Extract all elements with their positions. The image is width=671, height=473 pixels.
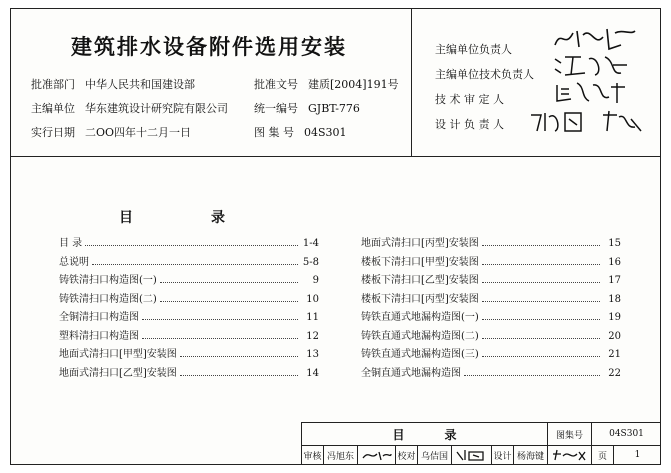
toc-heading-left: 目 bbox=[119, 210, 133, 226]
atlas-no-cell-value: 04S301 bbox=[609, 429, 644, 439]
impl-date bbox=[31, 124, 191, 140]
atlas-no bbox=[254, 124, 347, 140]
title-block bbox=[301, 422, 661, 465]
toc-entry[interactable] bbox=[59, 290, 319, 309]
title-block-title-left: 目 bbox=[392, 427, 405, 442]
responsible-chief-tech: 主编单位技术负责人 bbox=[435, 68, 534, 81]
leader-dots bbox=[180, 348, 298, 357]
leader-dots bbox=[160, 274, 298, 283]
toc-entry-page: 17 bbox=[608, 275, 621, 286]
title-block-title-right: 录 bbox=[444, 427, 457, 442]
toc-entry[interactable] bbox=[59, 327, 319, 346]
impl-date-label: 实行日期 bbox=[31, 126, 75, 139]
title-block-bottom-row bbox=[302, 445, 661, 465]
toc-entry-name: 楼板下清扫口[甲型]安装图 bbox=[361, 256, 479, 268]
toc-entry-page: 9 bbox=[312, 275, 319, 286]
leader-dots bbox=[142, 330, 298, 339]
responsible-tech-review: 技 术 审 定 人 bbox=[435, 93, 504, 106]
leader-dots bbox=[482, 256, 600, 265]
drawing-sheet bbox=[10, 8, 661, 465]
toc-entry-name: 铸铁直通式地漏构造图(二) bbox=[361, 330, 479, 342]
checker-name: 乌佶国 bbox=[418, 445, 452, 465]
responsible-chief-editor: 主编单位负责人 bbox=[435, 43, 512, 56]
designer-name: 杨海键 bbox=[514, 445, 548, 465]
toc-entry[interactable] bbox=[361, 234, 621, 253]
toc-entry-name: 地面式清扫口[乙型]安装图 bbox=[59, 367, 177, 379]
leader-dots bbox=[92, 256, 298, 265]
toc-entry-page: 1-4 bbox=[302, 238, 319, 249]
leader-dots bbox=[482, 293, 600, 302]
checker-signature bbox=[452, 445, 492, 465]
editor-unit-label: 主编单位 bbox=[31, 102, 75, 115]
leader-dots bbox=[482, 237, 600, 246]
document-title: 建筑排水设备附件选用安装 bbox=[71, 34, 347, 59]
toc-entry-page: 19 bbox=[608, 312, 621, 323]
toc-entry[interactable] bbox=[59, 345, 319, 364]
leader-dots bbox=[482, 311, 600, 320]
unified-no bbox=[254, 100, 360, 116]
toc-entry-name: 全铜清扫口构造图 bbox=[59, 312, 139, 323]
toc-entry-name: 楼板下清扫口[乙型]安装图 bbox=[361, 275, 479, 286]
leader-dots bbox=[85, 237, 298, 246]
toc-entry[interactable] bbox=[361, 327, 621, 346]
leader-dots bbox=[142, 311, 298, 320]
approval-dept-label: 批准部门 bbox=[31, 78, 75, 91]
design-label: 设计 bbox=[492, 445, 514, 465]
toc-entry-name: 地面式清扫口[甲型]安装图 bbox=[59, 349, 177, 360]
atlas-no-label: 图 集 号 bbox=[254, 126, 294, 139]
toc-entry[interactable] bbox=[59, 364, 319, 383]
page-number: 1 bbox=[634, 450, 641, 460]
reviewer-signature bbox=[358, 445, 396, 465]
approval-doc bbox=[254, 76, 399, 92]
responsible-design-lead: 设 计 负 责 人 bbox=[435, 118, 504, 131]
toc-entry[interactable] bbox=[361, 290, 621, 309]
check-label: 校对 bbox=[396, 445, 418, 465]
unified-no-label: 统一编号 bbox=[254, 102, 298, 115]
toc-entry-page: 10 bbox=[306, 293, 319, 305]
approval-doc-label: 批准文号 bbox=[254, 78, 298, 91]
toc-entry[interactable] bbox=[361, 308, 621, 327]
leader-dots bbox=[482, 330, 600, 339]
signature-tech-review bbox=[551, 79, 631, 103]
toc-entry-name: 目 录 bbox=[59, 238, 83, 249]
toc-entry-name: 楼板下清扫口[丙型]安装图 bbox=[361, 293, 479, 305]
atlas-no-cell-label: 图集号 bbox=[548, 423, 592, 445]
toc-entry[interactable] bbox=[59, 234, 319, 253]
toc-entry-page: 15 bbox=[608, 238, 621, 249]
approval-dept-value: 中华人民共和国建设部 bbox=[85, 78, 195, 91]
toc-left-column bbox=[59, 234, 319, 382]
toc-entry-page: 14 bbox=[306, 367, 319, 379]
header-divider bbox=[411, 9, 412, 156]
toc-entry-name: 铸铁直通式地漏构造图(三) bbox=[361, 349, 479, 360]
toc-entry[interactable] bbox=[361, 345, 621, 364]
toc-entry-page: 21 bbox=[608, 349, 621, 360]
toc-entry-page: 12 bbox=[306, 330, 319, 342]
editor-unit bbox=[31, 100, 228, 116]
toc-right-column bbox=[361, 234, 621, 382]
atlas-no-value: 04S301 bbox=[304, 126, 347, 139]
reviewer-name: 冯旭东 bbox=[324, 445, 358, 465]
toc-entry[interactable] bbox=[361, 253, 621, 272]
title-block-top-row bbox=[302, 423, 661, 446]
approval-dept bbox=[31, 76, 195, 92]
signature-chief-editor bbox=[551, 23, 641, 47]
toc-entry-page: 20 bbox=[608, 330, 621, 342]
toc-entry-name: 铸铁清扫口构造图(一) bbox=[59, 275, 157, 286]
toc-entry-page: 13 bbox=[306, 349, 319, 360]
toc-entry[interactable] bbox=[59, 308, 319, 327]
toc-entry-page: 16 bbox=[608, 256, 621, 268]
title-block-title bbox=[302, 423, 548, 445]
editor-unit-value: 华东建筑设计研究院有限公司 bbox=[85, 102, 228, 115]
leader-dots bbox=[482, 348, 600, 357]
toc-entry-page: 18 bbox=[608, 293, 621, 305]
toc-heading-right: 录 bbox=[211, 210, 225, 226]
leader-dots bbox=[464, 367, 600, 376]
leader-dots bbox=[482, 274, 600, 283]
toc-entry-name: 全铜直通式地漏构造图 bbox=[361, 367, 461, 379]
impl-date-value: 二ОО四年十二月一日 bbox=[85, 126, 192, 139]
signature-design-lead bbox=[527, 109, 647, 133]
toc-entry[interactable] bbox=[361, 271, 621, 290]
review-label: 审核 bbox=[302, 445, 324, 465]
designer-signature bbox=[548, 445, 592, 465]
toc-entry-name: 总说明 bbox=[59, 256, 89, 268]
page-label: 页 bbox=[592, 445, 614, 465]
leader-dots bbox=[180, 367, 298, 376]
toc-entry-page: 22 bbox=[608, 367, 621, 379]
header-block bbox=[11, 9, 660, 157]
approval-doc-value: 建质[2004]191号 bbox=[308, 78, 399, 91]
toc-entry-page: 5-8 bbox=[302, 256, 319, 268]
toc-entry[interactable] bbox=[59, 271, 319, 290]
toc-entry-name: 地面式清扫口[丙型]安装图 bbox=[361, 238, 479, 249]
toc-entry[interactable] bbox=[361, 364, 621, 383]
toc-entry-name: 铸铁清扫口构造图(二) bbox=[59, 293, 157, 305]
toc-entry[interactable] bbox=[59, 253, 319, 272]
unified-no-value: GJBT-776 bbox=[308, 102, 360, 115]
toc-entry-name: 塑料清扫口构造图 bbox=[59, 330, 139, 342]
toc-entry-name: 铸铁直通式地漏构造图(一) bbox=[361, 312, 479, 323]
toc-entry-page: 11 bbox=[306, 312, 319, 323]
leader-dots bbox=[160, 293, 298, 302]
signature-chief-tech bbox=[551, 53, 631, 77]
